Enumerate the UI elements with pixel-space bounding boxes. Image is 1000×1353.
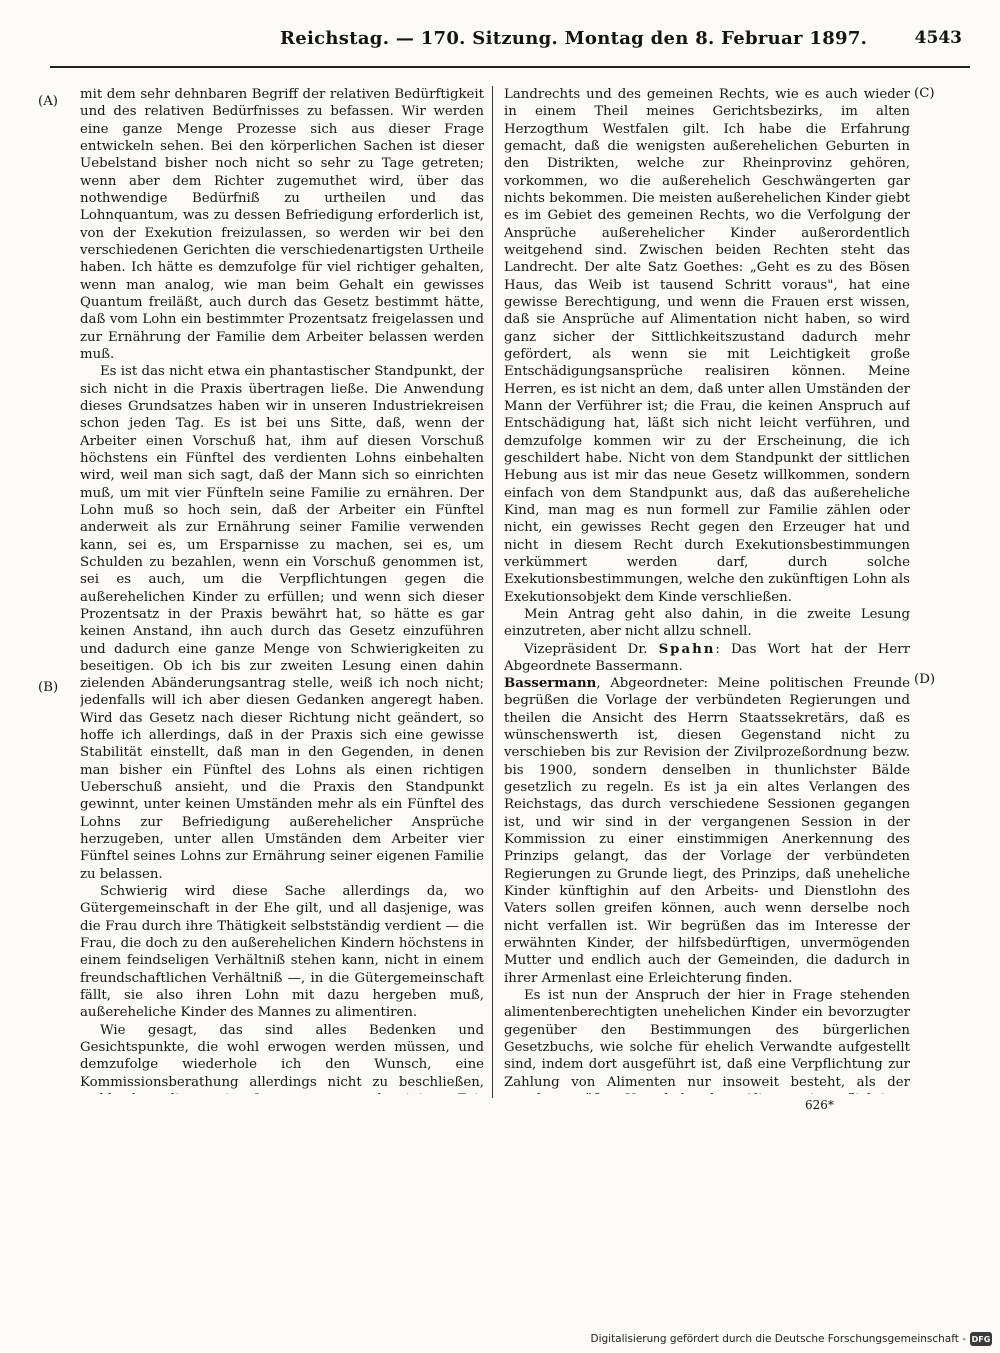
speaker-text: : Das Wort hat der Herr Abgeordnete Bassermann. <box>504 641 910 674</box>
margin-marker-b: (B) <box>38 680 59 695</box>
right-column <box>504 86 910 1094</box>
speaker-paragraph <box>504 641 910 676</box>
paragraph: Wie gesagt, das sind alles Bedenken und Gesichtspunkte, die wohl erwogen werden müssen, und demzufolge wiederhole ich den Wunsch, eine Kommissionsberathung allerdings nicht zu beschließen, <box>80 1022 484 1090</box>
paragraph: mit dem sehr dehnbaren Begriff der relativen Bedürftigkeit und des relativen Bedürfnisses zu befassen. Wir werden eine ganze Menge Prozesse sich aus dieser Frage entwickeln sehen. Bei den körperlichen Sachen ist dieser Uebelstand bisher noch nicht so sehr zu Tage getreten; wenn aber dem Richter zugemuthet wird, über das nothwendige Bedürfniß zu urtheilen und das Lohnquantum, was zu dessen Befriedigung erforderlich ist, von der Exekution freizulassen, so werden wir bei den verschiedenen Gerichten die verschiedenartigsten Urtheile haben. Ich hätte es demzufolge für viel richtiger gehalten, wenn man analog, wie man beim Gehalt ein gewisses Quantum freiläßt, auch durch das Gesetz bestimmt hätte, daß vom Lohn ein bestimmter Prozentsatz freigelassen und zur Ernährung der Familie dem Arbeiter belassen werden muß. <box>80 87 484 362</box>
speaker-prefix: Vizepräsident Dr. <box>523 641 659 657</box>
speaker-name: Spahn <box>658 641 716 657</box>
footer-text: Digitalisierung gefördert durch die Deutsche Forschungsgemeinschaft - <box>590 1333 966 1345</box>
left-column <box>80 86 484 1094</box>
digitization-footer <box>590 1330 992 1348</box>
dfg-logo-icon: DFG <box>970 1332 992 1346</box>
page-header <box>40 22 970 66</box>
speaker-name: Bassermann <box>504 676 597 692</box>
sheet-signature: 626* <box>805 1098 834 1112</box>
paragraph: Schwierig wird diese Sache allerdings da, wo Gütergemeinschaft in der Ehe gilt, und all dasjenige, was die Frau durch ihre Thätigkeit selbstständig verdient — die Frau, die doch zu den außerehelichen Kindern höchstens in einem feindseligen Verhältniß stehen kann, nicht in einem freundschaftlichen Verhältniß —, in die Gütergemeinschaft fällt, sie also ihren Lohn mit dazu hergeben muß, außereheliche Kinder des Mannes zu alimentiren. <box>80 884 484 1021</box>
paragraph: Es ist das nicht etwa ein phantastischer Standpunkt, der sich nicht in die Praxis übertragen ließe. Die Anwendung dieses Grundsatzes haben wir in unseren Industriekreisen schon jeden Tag. Es ist bei uns Sitte, daß, wenn der Arbeiter einen Vorschuß hat, ihm auf diesen Vorschuß höchstens ein Fünftel des verdienten Lohns einbehalten wird, weil man sich sagt, daß der Mann sich so einrichten muß, um mit vier Fünfteln seine Familie zu ernähren. Der Lohn muß so hoch sein, daß der Arbeiter ein Fünftel anderweit als zur Ernährung seiner Familie verwenden kann, sei es, um Ersparnisse zu machen, sei es, um Schulden zu bezahlen, wenn ein Vorschuß genommen ist, sei es auch, um die Verpflichtungen gegen die außerehelichen Kinder zu erfüllen; und wenn sich dieser Prozentsatz in der Praxis bewährt hat, so hätte es gar keinen Anstand, ihn auch durch das Gesetz einzuführen und dadurch eine ganze Menge von Schwierigkeiten zu beseitigen. Ob ich bis zur zweiten Lesung einen dahin zielenden Abänderungsantrag stelle, weiß ich noch nicht; jedenfalls will ich aber diesen Gedanken angeregt haben. Wird das Gesetz nach dieser Richtung nicht geändert, so hoffe ich allerdings, daß in der Praxis sich eine gewisse Stabilität einstellt, daß man in den Gegenden, in denen man bisher ein Fünftel des Lohns als einen richtigen Ueberschuß ansieht, und die Praxis den Standpunkt gewinnt, unter keinen Umständen mehr als ein Fünftel des Lohns zur Befriedigung außerehelicher Ansprüche herzugeben, unter allen Umständen dem Arbeiter vier Fünftel seines Lohns zur Ernährung seiner eigenen Familie zu belassen. <box>80 364 484 882</box>
margin-marker-c: (C) <box>914 86 935 101</box>
paragraph: Mein Antrag geht also dahin, in die zweite Lesung einzutreten, aber nicht allzu schnell. <box>504 606 910 640</box>
speaker-paragraph <box>504 675 910 987</box>
running-head: Reichstag. — 170. Sitzung. Montag den 8. Februar 1897. <box>280 28 868 49</box>
margin-marker-a: (A) <box>38 94 58 109</box>
margin-marker-d: (D) <box>914 672 936 687</box>
column-divider <box>492 86 493 1098</box>
header-rule <box>50 66 970 68</box>
speaker-text: , Abgeordneter: Meine politischen Freunde begrüßen die Vorlage der verbündeten Regierungen und theilen die Ansicht des Herrn Staatssekretärs, daß es wünschenswerth ist, diesen Gegenstand nicht zu verschieben bis zur Revision der Zivilprozeßordnung bezw. bis 1900, sondern denselben in thunlichster Bälde gesetzlich zu regeln. Es ist ja ein altes Verlangen des Reichstags, das durch verschiedene Sessionen gegangen ist, und wir sind in der vergangenen Session in der Kommission zu einer einstimmigen Anerkennung des Prinzips gelangt, das der Vorlage der verbündeten Regierungen zu Grunde liegt, des Prinzips, daß uneheliche Kinder künftighin auf den Arbeits- und Dienstlohn des Vaters sollen greifen können, auch wenn derselbe noch nicht verfallen ist. Wir begrüßen das im Interesse der erwähnten Kinder, der hilfsbedürftigen, unvermögenden Mutter und endlich auch der Gemeinden, die dadurch in ihrer Armenlast eine Erleichterung finden. <box>504 676 910 986</box>
paragraph: Es ist nun der Anspruch der hier in Frage stehenden alimentenberechtigten unehelichen Kinder ein bevorzugter gegenüber den Bestimmungen des bürgerlichen Gesetzbuchs, wie solche für ehelich Verwandte aufgestellt sind, indem dort ausgeführt ist, daß eine Verpflichtung zur Zahlung von Alimenten nur insoweit besteht, als der <box>504 988 910 1090</box>
paragraph: Landrechts und des gemeinen Rechts, wie es auch wieder in einem Theil meines Gerichtsbezirks, im alten Herzogthum Westfalen gilt. Ich habe die Erfahrung gemacht, daß die wenigsten außerehelichen Geburten in den Distrikten, welche zur Rheinprovinz gehören, vorkommen, wo die außerehelich Geschwängerten gar nichts bekommen. Die meisten außerehelichen Kinder giebt es im Gebiet des gemeinen Rechts, wo die Verfolgung der Ansprüche außerehelicher Kinder außerordentlich weitgehend sind. Zwischen beiden Rechten steht das Landrecht. Der alte Satz Goethes: „Geht es zu des Bösen Haus, das Weib ist tausend Schritt voraus", hat eine gewisse Berechtigung, und wenn die Frauen erst wissen, daß sie Ansprüche auf Alimentation nicht haben, so wird ganz sicher der Sittlichkeitszustand dadurch mehr gefördert, als wenn sie mit Leichtigkeit große Entschädigungsansprüche realisiren können. Meine Herren, es ist nicht an dem, daß unter allen Umständen der Mann der Verführer ist; die Frau, die keinen Anspruch auf Entschädigung hat, läßt sich nicht leicht verführen, und demzufolge kommen wir zu der Erscheinung, die ich geschildert habe. Nicht von dem Standpunkt der sittlichen Hebung aus ist mir das neue Gesetz willkommen, sondern einfach von dem Standpunkt aus, daß das außereheliche Kind, man mag es nun formell zur Familie zählen oder nicht, ein gewisses Recht gegen den Erzeuger hat und nicht in diesem Recht durch Exekutionsbestimmungen verkümmert werden darf, durch solche Exekutionsbestimmungen, welche den zukünftigen Lohn als Exekutionsobjekt dem Kinde verschließen. <box>504 87 910 605</box>
page-number: 4543 <box>914 28 962 48</box>
